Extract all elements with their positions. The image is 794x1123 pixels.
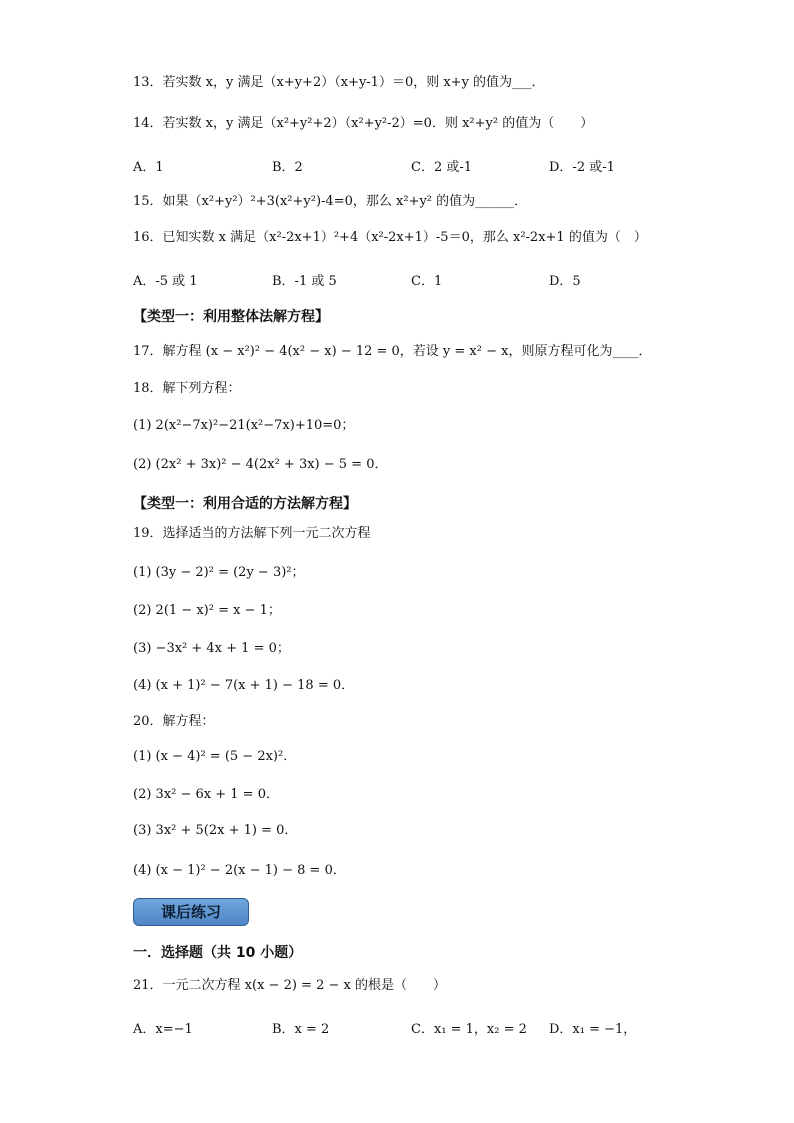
question-14-options: [133, 156, 693, 174]
option-d: D．5: [549, 274, 581, 289]
question-18-part-1: (1) 2(x²−7x)²−21(x²−7x)+10=0；: [133, 418, 355, 433]
question-19-part-4: (4) (x + 1)² − 7(x + 1) − 18 = 0．: [133, 678, 355, 693]
section-heading: 【类型一：利用合适的方法解方程】: [133, 496, 357, 512]
option-d: D．-2 或-1: [549, 160, 615, 175]
option-c: C．x₁ = 1，x₂ = 2: [411, 1022, 527, 1037]
question-21: 21．一元二次方程 x(x − 2) = 2 − x 的根是（ ）: [133, 978, 446, 993]
section-heading: 【类型一：利用整体法解方程】: [133, 309, 329, 325]
question-17: 17．解方程 (x − x²)² − 4(x² − x) − 12 = 0，若设 y = x² − x，则原方程可化为____．: [133, 344, 652, 359]
option-c: C．1: [411, 274, 443, 289]
option-a: A．-5 或 1: [133, 274, 198, 289]
question-19-part-1: (1) (3y − 2)² = (2y − 3)²；: [133, 565, 305, 580]
option-a: A．1: [133, 160, 164, 175]
question-20-part-2: (2) 3x² − 6x + 1 = 0．: [133, 787, 279, 802]
question-18: 18．解下列方程：: [133, 381, 241, 396]
question-20-part-1: (1) (x − 4)² = (5 − 2x)²．: [133, 749, 297, 764]
question-18-part-2: (2) (2x² + 3x)² − 4(2x² + 3x) − 5 = 0．: [133, 457, 388, 472]
option-a: A．x=−1: [133, 1022, 193, 1037]
question-20-part-3: (3) 3x² + 5(2x + 1) = 0．: [133, 823, 298, 838]
question-13: 13．若实数 x，y 满足（x+y+2）（x+y-1）＝0，则 x+y 的值为___．: [133, 75, 545, 90]
option-c: C．2 或-1: [411, 160, 473, 175]
question-19: 19．选择适当的方法解下列一元二次方程: [133, 526, 371, 541]
question-14: 14．若实数 x，y 满足（x²+y²+2）（x²+y²-2）=0．则 x²+y² 的值为（ ）: [133, 116, 594, 131]
choice-section-heading: 一．选择题（共 10 小题）: [133, 945, 303, 961]
after-class-exercise-badge: 课后练习: [133, 898, 249, 926]
question-16-options: [133, 270, 693, 288]
option-b: B．x = 2: [272, 1022, 330, 1037]
question-20: 20．解方程：: [133, 714, 215, 729]
question-21-options: [133, 1018, 693, 1036]
question-15: 15．如果（x²+y²）²+3(x²+y²)-4=0，那么 x²+y² 的值为______．: [133, 194, 528, 209]
option-b: B．-1 或 5: [272, 274, 337, 289]
question-19-part-3: (3) −3x² + 4x + 1 = 0；: [133, 641, 290, 656]
option-b: B．2: [272, 160, 303, 175]
option-d: D．x₁ = −1，: [549, 1022, 637, 1037]
question-19-part-2: (2) 2(1 − x)² = x − 1；: [133, 603, 281, 618]
question-16: 16．已知实数 x 满足（x²-2x+1）²+4（x²-2x+1）-5＝0，那么 x²-2x+1 的值为（ ）: [133, 230, 647, 245]
question-20-part-4: (4) (x − 1)² − 2(x − 1) − 8 = 0．: [133, 863, 346, 878]
